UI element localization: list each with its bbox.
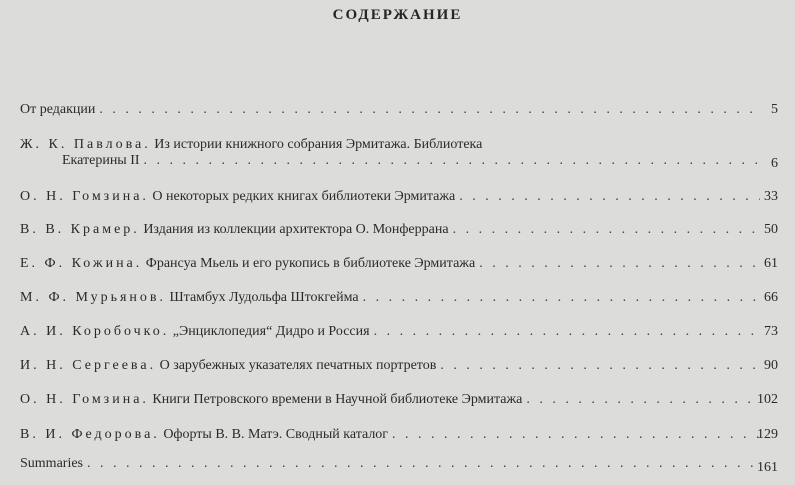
toc-entry-title: От редакции	[20, 102, 96, 117]
toc-entry	[20, 189, 778, 205]
leader-dots	[453, 222, 760, 238]
toc-entry-title: Офорты В. В. Матэ. Сводный каталог	[163, 427, 389, 442]
toc-entry-title: Штамбух Лудольфа Штокгейма	[169, 290, 359, 305]
toc-entry-title: Summaries	[20, 456, 83, 471]
toc-page-number: 102	[757, 392, 778, 407]
toc-page-number: 161	[757, 460, 778, 475]
toc-entry	[20, 290, 778, 306]
toc-page-number: 5	[771, 102, 778, 117]
leader-dots	[479, 256, 760, 272]
toc-entry	[20, 102, 778, 118]
toc-entry-title: Книги Петровского времени в Научной библиотеке Эрмитажа	[152, 392, 523, 407]
leader-dots	[392, 427, 760, 443]
toc-page-number: 61	[764, 256, 778, 271]
toc-entry	[20, 324, 778, 340]
toc-entry-author: О. Н. Гомзина.	[20, 392, 149, 407]
toc-page-number: 73	[764, 324, 778, 339]
toc-entry-author: О. Н. Гомзина.	[20, 189, 149, 204]
toc-entry-title: О зарубежных указателях печатных портретов	[159, 358, 437, 373]
toc-entry-author: М. Ф. Мурьянов.	[20, 290, 167, 305]
toc-entry-title: Издания из коллекции архитектора О. Монферрана	[143, 222, 449, 237]
toc-entry-title: „Энциклопедия“ Дидро и Россия	[172, 324, 370, 339]
leader-dots	[526, 392, 760, 408]
toc-entry-author: И. Н. Сергеева.	[20, 358, 157, 373]
toc-entry	[20, 392, 778, 408]
toc-entry-author: Е. Ф. Кожина.	[20, 256, 143, 271]
toc-page-number: 66	[764, 290, 778, 305]
toc-entry	[20, 222, 778, 238]
toc-entry-author: В. И. Федорова.	[20, 427, 160, 442]
toc-entry	[20, 358, 778, 374]
toc-entry	[20, 256, 778, 272]
leader-dots	[374, 324, 760, 340]
toc-entry-title-continued: Екатерины II	[62, 153, 140, 168]
leader-dots	[144, 153, 760, 169]
toc-page-number: 33	[764, 189, 778, 204]
toc-page-number: 90	[764, 358, 778, 373]
toc-entry-author: Ж. К. Павлова.	[20, 137, 151, 152]
toc-entry-title: Франсуа Мьель и его рукопись в библиотеке Эрмитажа	[145, 256, 476, 271]
leader-dots	[363, 290, 760, 306]
toc-entry-title: Из истории книжного собрания Эрмитажа. Библиотека	[154, 137, 483, 152]
toc-entry	[20, 427, 778, 443]
page-title: СОДЕРЖАНИЕ	[332, 7, 463, 23]
leader-dots	[440, 358, 760, 374]
leader-dots	[87, 456, 760, 472]
leader-dots	[459, 189, 760, 205]
toc-page-number: 129	[757, 427, 778, 442]
toc-entry	[20, 456, 778, 475]
toc-page-number: 50	[764, 222, 778, 237]
toc-entry-title: О некоторых редких книгах библиотеки Эрмитажа	[152, 189, 456, 204]
leader-dots	[99, 102, 760, 118]
toc-page-number: 6	[771, 156, 778, 171]
toc-entry	[20, 137, 778, 169]
toc-entry-author: В. В. Крамер.	[20, 222, 140, 237]
toc-entry-author: А. И. Коробочко.	[20, 324, 170, 339]
